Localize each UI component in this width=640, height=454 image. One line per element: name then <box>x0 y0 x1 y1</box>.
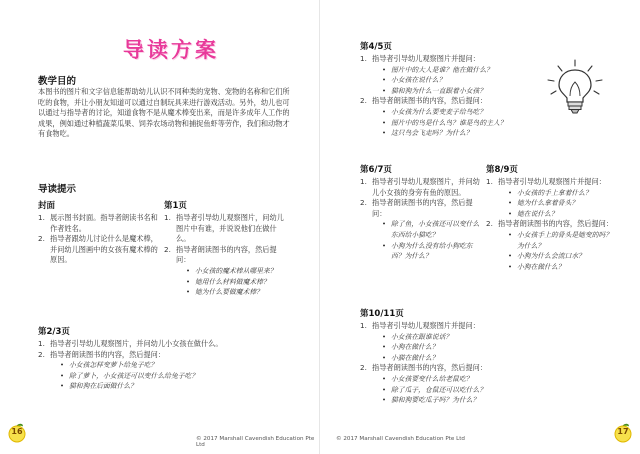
question-list <box>372 332 540 364</box>
list-item: 2. 指导者朗读图书的内容，然后提问： • 小女孩怎样变萝卜给兔子吃？ • 除了萝卜，小女孩还可以变什么给兔子吃？ • 猫和狗在后面做什么？ <box>38 350 298 392</box>
p1011-list <box>360 321 540 406</box>
objectives-heading: 教学目的 <box>38 76 77 87</box>
question: • 这只鸟会飞走吗？为什么？ <box>382 129 473 138</box>
question: • 小女孩的魔术棒从哪里来？ <box>186 266 277 275</box>
question: • 除了萝卜，小女孩还可以变什么给兔子吃？ <box>60 371 199 380</box>
question: • 小女孩要变什么给老鼠吃？ <box>382 374 473 383</box>
objectives-text: 本图书的图片和文字信息能帮助幼儿认识不同种类的宠物、宠物的名称和它们所吃的食物，并让小朋友知道可以通过自制玩具来进行游戏活动。另外，幼儿也可以通过与指导者的讨论，知道食物不是从魔术棒变出来，而是许多成年人工作的成果，例如通过种植蔬菜瓜果、饲养农场动物和捕捉鱼虾等劳作，我们和动物才有食物吃。 <box>38 87 290 139</box>
list-item: 1. 指导者引导幼儿观察图片并提问： • 图片中的大人是谁？他在做什么？ • 小女孩在说什么？ • 猫和狗为什么一直跟着小女孩？ <box>360 54 570 96</box>
page-number: 17 <box>617 427 629 436</box>
copyright-footer: © 2017 Marshall Cavendish Education Pte Ltd <box>196 436 315 448</box>
apple-badge-icon <box>612 421 634 443</box>
p23-heading: 第2/3页 <box>38 327 70 337</box>
p67-heading: 第6/7页 <box>360 165 392 175</box>
question-list <box>372 374 540 406</box>
list-item: 2. 指导者朗读图书的内容，然后提问： • 小女孩手上的骨头是她变的吗？为什么？ • 小狗为什么会流口水？ • 小狗在做什么？ <box>486 219 614 271</box>
apple-badge-icon <box>6 421 28 443</box>
question-list <box>372 219 484 261</box>
question: • 小女孩在说什么？ <box>382 76 446 85</box>
question: • 小狗为什么会流口水？ <box>508 252 585 261</box>
tips-heading: 导读提示 <box>38 184 77 195</box>
question-list <box>498 230 614 272</box>
question: • 小狗为什么没有给小狗吃东西？为什么？ <box>382 241 473 261</box>
list-item: 2. 指导者朗读图书的内容，然后提问： • 小女孩为什么要变麦子给鸟吃？ • 图片中的鸟是什么鸟？谁是鸟的主人？ • 这只鸟会飞走吗？为什么？ <box>360 96 570 138</box>
question: • 她为什么要做魔术棒？ <box>186 288 263 297</box>
cover-heading: 封面 <box>38 201 56 211</box>
question: • 她在说什么？ <box>508 209 558 218</box>
cover-list <box>38 213 162 266</box>
question: • 猫和狗在后面做什么？ <box>60 382 137 391</box>
question: • 她为什么拿着骨头？ <box>508 199 579 208</box>
copyright-footer: © 2017 Marshall Cavendish Education Pte Ltd <box>336 436 465 442</box>
p1-heading: 第1页 <box>164 201 187 211</box>
p89-heading: 第8/9页 <box>486 165 518 175</box>
lightbulb-icon <box>540 58 610 116</box>
question: • 小女孩的手上拿着什么？ <box>508 188 592 197</box>
list-item: 1. 指导者引导幼儿观察图片，并问幼儿小女孩在做什么。 <box>38 339 223 348</box>
p23-list <box>38 339 298 392</box>
list-item: 1. 指导者引导幼儿观察图片，问幼儿图片中有谁，并说说他们在做什么。 <box>164 213 284 244</box>
question: • 她用什么材料做魔术棒？ <box>186 277 270 286</box>
p67-list <box>360 177 484 262</box>
question: • 猫和狗要吃瓜子吗？为什么？ <box>382 396 480 405</box>
list-item: 1. 展示图书封面。指导者朗读书名和作者姓名。 <box>38 213 158 233</box>
p89-list <box>486 177 614 272</box>
question-list <box>498 188 614 220</box>
question: • 除了鱼，小女孩还可以变什么东西给小猫吃？ <box>382 220 480 239</box>
p45-list <box>360 54 570 139</box>
p1-list <box>164 213 288 298</box>
page-number: 16 <box>11 427 23 436</box>
question: • 小女孩为什么要变麦子给鸟吃？ <box>382 107 487 116</box>
page-title: 导读方案 <box>123 38 219 62</box>
question: • 猫和狗为什么一直跟着小女孩？ <box>382 86 487 95</box>
list-item: 2. 指导者朗读图书的内容，然后提问： • 小女孩要变什么给老鼠吃？ • 除了瓜子，仓鼠还可以吃什么？ • 猫和狗要吃瓜子吗？为什么？ <box>360 363 540 405</box>
list-item: 2. 指导者跟幼儿讨论什么是魔术棒，并问幼儿图画中的女孩有魔术棒的原因。 <box>38 234 158 265</box>
question: • 小女孩手上的骨头是她变的吗？为什么？ <box>508 230 613 250</box>
question: • 小狗在做什么？ <box>508 262 565 271</box>
question-list <box>50 360 298 392</box>
question: • 小女孩在跟谁说话？ <box>382 332 453 341</box>
question-list <box>176 266 288 298</box>
question: • 小猫在做什么？ <box>382 353 439 362</box>
list-item: 1. 指导者引导幼儿观察图片，并问幼儿小女孩的身旁有鱼的原因。 <box>360 177 480 197</box>
question: • 图片中的鸟是什么鸟？谁是鸟的主人？ <box>382 118 507 127</box>
list-item: 2. 指导者朗读图书的内容，然后提问： • 小女孩的魔术棒从哪里来？ • 她用什么材料做魔术棒？ • 她为什么要做魔术棒？ <box>164 245 288 298</box>
list-item: 1. 指导者引导幼儿观察图片并提问： • 小女孩的手上拿着什么？ • 她为什么拿着骨头？ • 她在说什么？ <box>486 177 614 219</box>
p45-heading: 第4/5页 <box>360 42 392 52</box>
list-item: 1. 指导者引导幼儿观察图片并提问： • 小女孩在跟谁说话？ • 小狗在做什么？ • 小猫在做什么？ <box>360 321 540 363</box>
question: • 除了瓜子，仓鼠还可以吃什么？ <box>382 385 487 394</box>
question: • 小狗在做什么？ <box>382 343 439 352</box>
list-item: 2. 指导者朗读图书的内容，然后提问： • 除了鱼，小女孩还可以变什么东西给小猫吃？ • 小狗为什么没有给小狗吃东西？为什么？ <box>360 198 484 262</box>
question: • 小女孩怎样变萝卜给兔子吃？ <box>60 361 158 370</box>
question: • 图片中的大人是谁？他在做什么？ <box>382 65 493 74</box>
p1011-heading: 第10/11页 <box>360 309 404 319</box>
